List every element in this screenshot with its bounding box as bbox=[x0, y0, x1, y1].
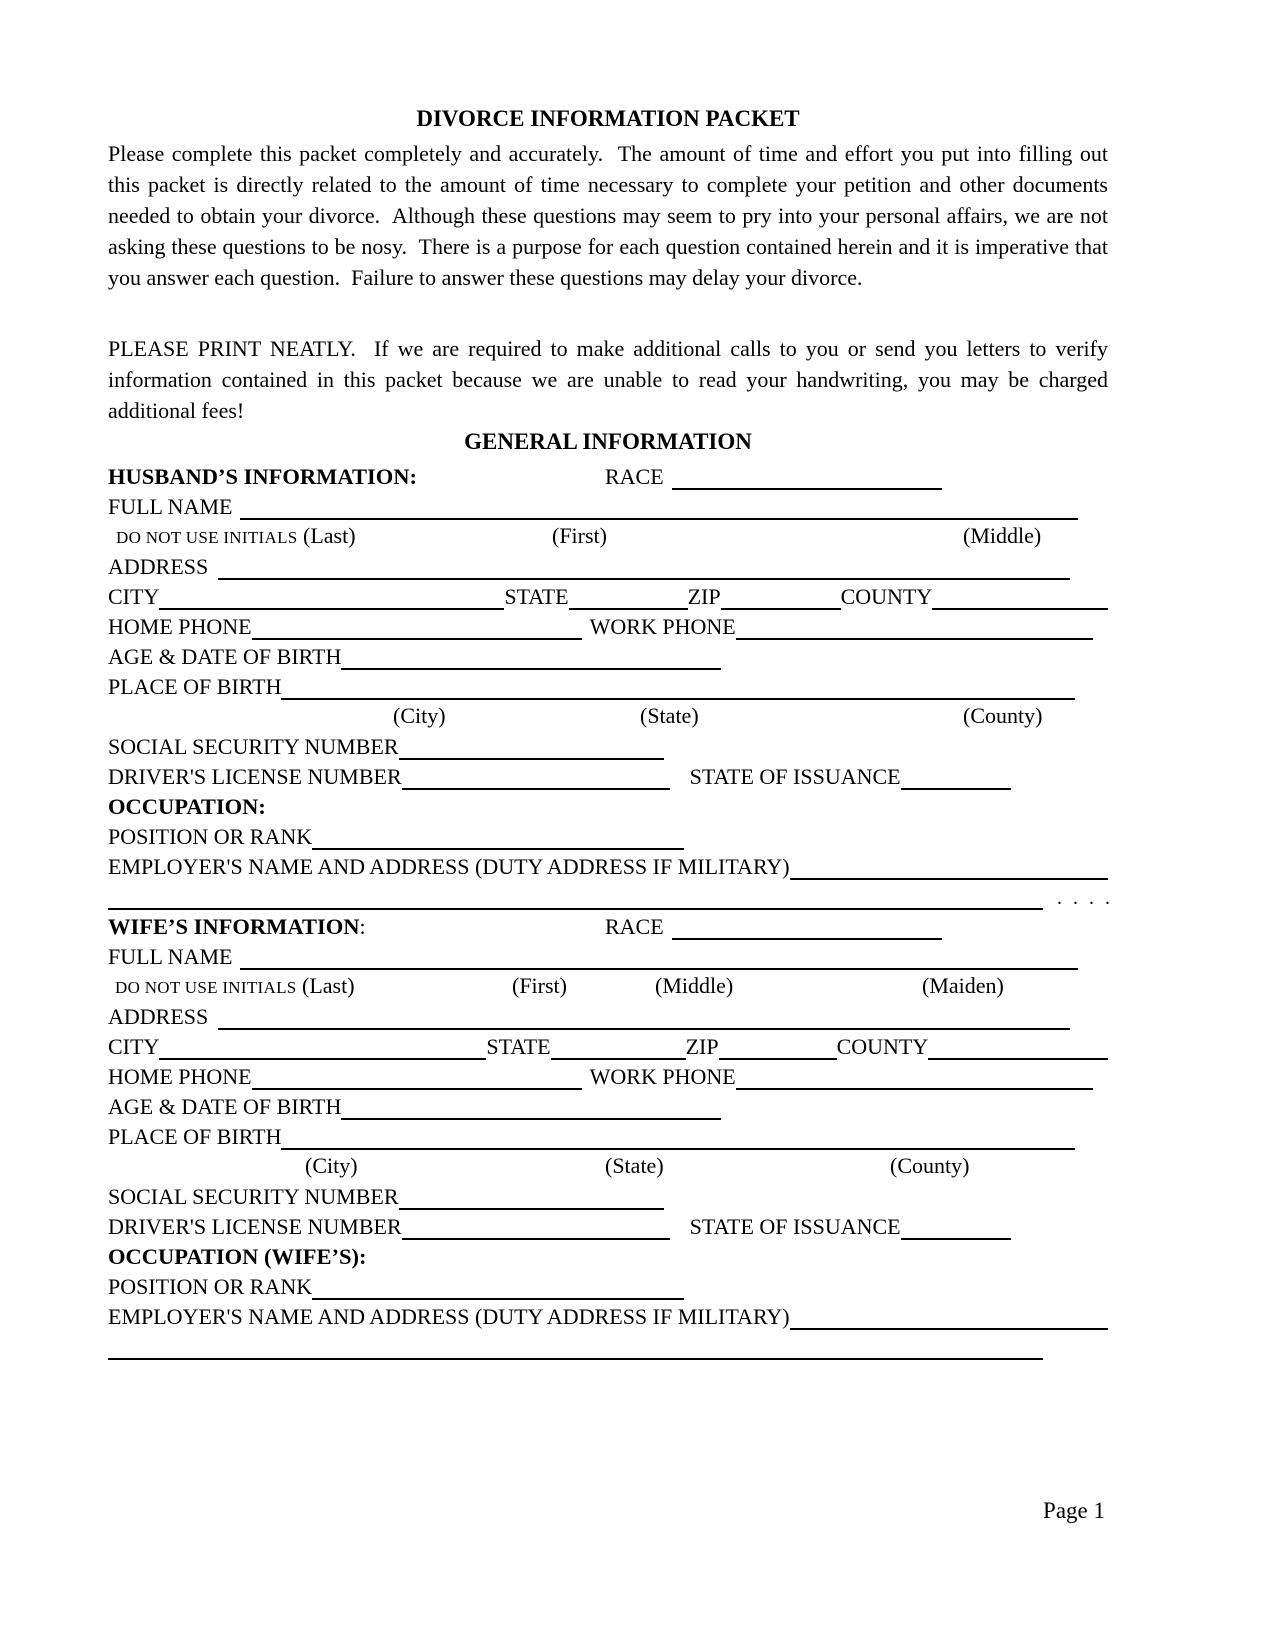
husband-first-label: (First) bbox=[552, 523, 607, 548]
husband-ssn-row bbox=[108, 730, 1108, 760]
print-neatly-paragraph: PLEASE PRINT NEATLY. If we are required to make additional calls to you or send you letters to verify information contained in this packet because we are unable to read your handwriting, you may be charged additional fees! bbox=[108, 336, 1114, 423]
husband-county-blank bbox=[932, 584, 1108, 610]
husband-state-blank bbox=[569, 584, 688, 610]
wife-work-phone-label: WORK PHONE bbox=[589, 1064, 736, 1089]
wife-birth-county-label: (County) bbox=[890, 1153, 970, 1178]
husband-do-not-use-initials-label: DO NOT USE INITIALS bbox=[116, 528, 298, 547]
wife-position-row bbox=[108, 1270, 1108, 1300]
husband-home-phone-blank bbox=[252, 614, 582, 640]
husband-state-of-issuance-blank bbox=[901, 764, 1011, 790]
wife-position-label: POSITION OR RANK bbox=[108, 1274, 313, 1299]
husband-city-label: CITY bbox=[108, 584, 160, 609]
wife-full-name-label: FULL NAME bbox=[108, 944, 233, 969]
husband-ssn-label: SOCIAL SECURITY NUMBER bbox=[108, 734, 399, 759]
wife-race-label: RACE bbox=[605, 914, 664, 939]
husband-last-label: (Last) bbox=[303, 523, 356, 548]
wife-do-not-use-initials-label: DO NOT USE INITIALS bbox=[115, 978, 297, 997]
wife-employer-blank bbox=[790, 1304, 1108, 1330]
wife-drivers-license-row bbox=[108, 1210, 1108, 1240]
husband-home-phone-label: HOME PHONE bbox=[108, 614, 252, 639]
husband-age-dob-row bbox=[108, 640, 1108, 670]
husband-state-of-issuance-label: STATE OF ISSUANCE bbox=[689, 764, 901, 789]
wife-city-label: CITY bbox=[108, 1034, 160, 1059]
wife-state-label: STATE bbox=[486, 1034, 551, 1059]
wife-employer-continuation-row bbox=[108, 1330, 1108, 1360]
wife-address-label: ADDRESS bbox=[108, 1004, 209, 1029]
wife-work-phone-blank bbox=[736, 1064, 1093, 1090]
wife-birth-state-label: (State) bbox=[605, 1153, 664, 1178]
husband-zip-blank bbox=[721, 584, 841, 610]
wife-employer-row bbox=[108, 1300, 1108, 1330]
wife-maiden-label: (Maiden) bbox=[922, 973, 1004, 998]
husband-race-label: RACE bbox=[605, 464, 664, 489]
husband-drivers-license-blank bbox=[402, 764, 670, 790]
husband-middle-label: (Middle) bbox=[963, 523, 1042, 548]
wife-place-of-birth-row bbox=[108, 1120, 1108, 1150]
wife-zip-blank bbox=[719, 1034, 837, 1060]
wife-state-of-issuance-blank bbox=[901, 1214, 1011, 1240]
husband-birth-city-label: (City) bbox=[393, 703, 446, 728]
wife-address-row bbox=[108, 1000, 1108, 1030]
wife-county-label: COUNTY bbox=[836, 1034, 929, 1059]
wife-full-name-blank bbox=[240, 944, 1078, 970]
husband-work-phone-label: WORK PHONE bbox=[589, 614, 736, 639]
husband-county-label: COUNTY bbox=[840, 584, 933, 609]
wife-phone-row bbox=[108, 1060, 1108, 1090]
wife-drivers-license-label: DRIVER'S LICENSE NUMBER bbox=[108, 1214, 402, 1239]
wife-heading-cell bbox=[108, 914, 605, 940]
wife-first-label: (First) bbox=[512, 973, 567, 998]
wife-age-dob-label: AGE & DATE OF BIRTH bbox=[108, 1094, 342, 1119]
husband-position-row bbox=[108, 820, 1108, 850]
husband-age-dob-label: AGE & DATE OF BIRTH bbox=[108, 644, 342, 669]
husband-age-dob-blank bbox=[341, 644, 721, 670]
wife-race-blank bbox=[672, 914, 942, 940]
husband-birth-county-label: (County) bbox=[963, 703, 1043, 728]
husband-address-row bbox=[108, 550, 1108, 580]
wife-position-blank bbox=[312, 1274, 684, 1300]
husband-employer-blank bbox=[790, 854, 1108, 880]
page-number: Page 1 bbox=[1043, 1498, 1105, 1523]
wife-heading-row bbox=[108, 910, 1108, 940]
husband-zip-label: ZIP bbox=[687, 584, 721, 609]
wife-employer-label: EMPLOYER'S NAME AND ADDRESS (DUTY ADDRESS IF MILITARY) bbox=[108, 1304, 790, 1329]
husband-last-sublabel-group bbox=[116, 523, 356, 549]
wife-age-dob-blank bbox=[341, 1094, 721, 1120]
wife-ssn-label: SOCIAL SECURITY NUMBER bbox=[108, 1184, 399, 1209]
husband-position-label: POSITION OR RANK bbox=[108, 824, 313, 849]
husband-city-row bbox=[108, 580, 1108, 610]
wife-state-of-issuance-label: STATE OF ISSUANCE bbox=[689, 1214, 901, 1239]
husband-place-of-birth-row bbox=[108, 670, 1108, 700]
husband-occupation-heading: OCCUPATION: bbox=[108, 794, 266, 819]
wife-city-blank bbox=[159, 1034, 486, 1060]
wife-last-sublabel-group bbox=[115, 973, 355, 999]
husband-drivers-license-label: DRIVER'S LICENSE NUMBER bbox=[108, 764, 402, 789]
wife-middle-label: (Middle) bbox=[655, 973, 734, 998]
wife-state-blank bbox=[551, 1034, 686, 1060]
wife-place-of-birth-blank bbox=[281, 1124, 1075, 1150]
husband-employer-continuation-blank bbox=[108, 884, 1043, 910]
wife-age-dob-row bbox=[108, 1090, 1108, 1120]
husband-birth-state-label: (State) bbox=[640, 703, 699, 728]
husband-employer-continuation-row bbox=[108, 880, 1113, 910]
husband-employer-row bbox=[108, 850, 1108, 880]
page-title: DIVORCE INFORMATION PACKET bbox=[416, 106, 800, 131]
husband-phone-row bbox=[108, 610, 1108, 640]
husband-place-of-birth-label: PLACE OF BIRTH bbox=[108, 674, 282, 699]
husband-heading-row bbox=[108, 460, 1108, 490]
wife-birth-sublabels-row bbox=[108, 1150, 1108, 1180]
husband-address-label: ADDRESS bbox=[108, 554, 209, 579]
page-content bbox=[108, 106, 1114, 1360]
husband-place-of-birth-blank bbox=[281, 674, 1075, 700]
husband-ssn-blank bbox=[399, 734, 664, 760]
wife-occupation-heading: OCCUPATION (WIFE’S): bbox=[108, 1244, 367, 1269]
husband-race-blank bbox=[672, 464, 942, 490]
husband-work-phone-blank bbox=[736, 614, 1093, 640]
husband-state-label: STATE bbox=[504, 584, 569, 609]
wife-zip-label: ZIP bbox=[685, 1034, 719, 1059]
husband-birth-sublabels-row bbox=[108, 700, 1108, 730]
husband-full-name-row bbox=[108, 490, 1108, 520]
wife-employer-continuation-blank bbox=[108, 1334, 1043, 1360]
wife-last-label: (Last) bbox=[302, 973, 355, 998]
husband-occupation-row bbox=[108, 790, 1108, 820]
wife-city-row bbox=[108, 1030, 1108, 1060]
wife-home-phone-label: HOME PHONE bbox=[108, 1064, 252, 1089]
intro-paragraph: Please complete this packet completely and accurately. The amount of time and effort you put into filling out this packet is directly related to the amount of time necessary to complete your petition and other documents needed to obtain your divorce. Although these questions may seem to pry into your personal affairs, we are not asking these questions to be nosy. There is a purpose for each question contained herein and it is imperative that you answer each question. Failure to answer these questions may delay your divorce. bbox=[108, 141, 1114, 290]
general-information-heading: GENERAL INFORMATION bbox=[464, 429, 752, 454]
wife-ssn-row bbox=[108, 1180, 1108, 1210]
wife-full-name-row bbox=[108, 940, 1108, 970]
husband-position-blank bbox=[312, 824, 684, 850]
husband-city-blank bbox=[159, 584, 504, 610]
husband-drivers-license-row bbox=[108, 760, 1108, 790]
husband-address-blank bbox=[218, 554, 1070, 580]
wife-drivers-license-blank bbox=[402, 1214, 670, 1240]
husband-employer-label: EMPLOYER'S NAME AND ADDRESS (DUTY ADDRESS IF MILITARY) bbox=[108, 854, 790, 879]
wife-ssn-blank bbox=[399, 1184, 664, 1210]
wife-county-blank bbox=[928, 1034, 1108, 1060]
wife-home-phone-blank bbox=[252, 1064, 582, 1090]
wife-heading-colon: : bbox=[359, 914, 366, 939]
wife-section-heading: WIFE’S INFORMATION bbox=[108, 914, 360, 939]
wife-place-of-birth-label: PLACE OF BIRTH bbox=[108, 1124, 282, 1149]
husband-section-heading: HUSBAND’S INFORMATION: bbox=[108, 464, 417, 489]
trailing-dots: . . . . bbox=[1057, 887, 1113, 909]
husband-heading-cell bbox=[108, 464, 605, 490]
wife-occupation-row bbox=[108, 1240, 1108, 1270]
wife-address-blank bbox=[218, 1004, 1070, 1030]
husband-full-name-blank bbox=[240, 494, 1078, 520]
wife-birth-city-label: (City) bbox=[305, 1153, 358, 1178]
husband-full-name-label: FULL NAME bbox=[108, 494, 233, 519]
husband-name-sublabels-row bbox=[108, 520, 1108, 550]
wife-name-sublabels-row bbox=[108, 970, 1108, 1000]
